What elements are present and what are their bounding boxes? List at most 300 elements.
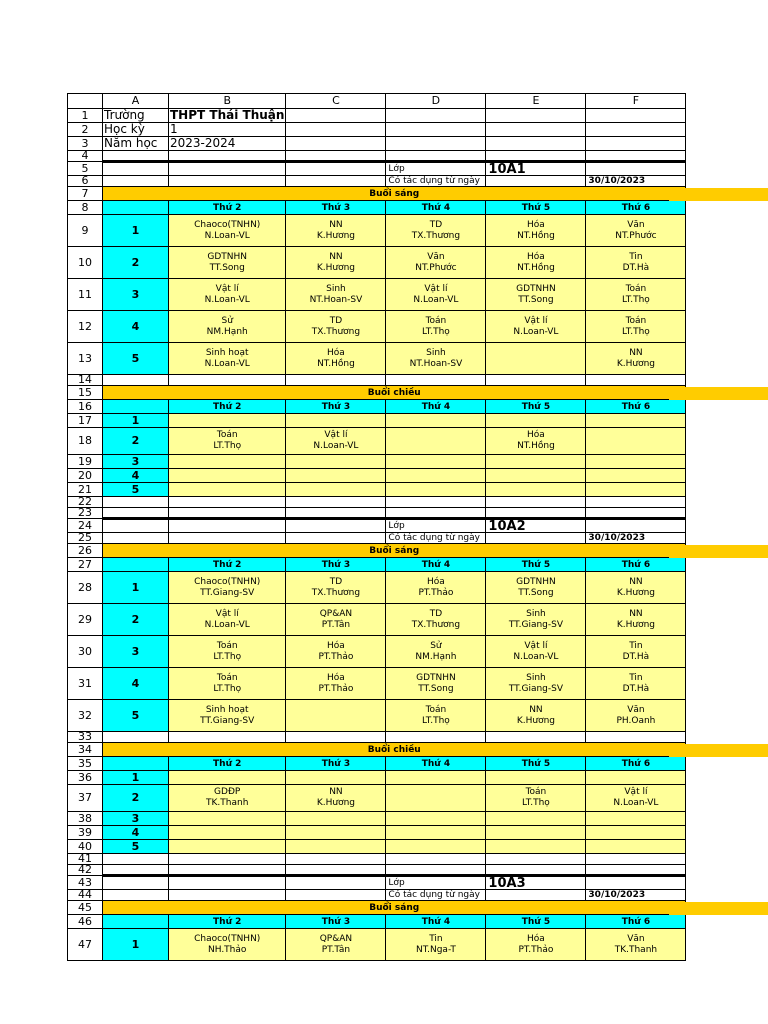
schedule-cell[interactable]	[586, 572, 686, 604]
schedule-cell[interactable]	[169, 929, 286, 961]
row-number[interactable]: 36	[68, 771, 103, 785]
subject: TD	[429, 219, 443, 230]
day-header-blank	[103, 558, 169, 572]
empty-cell[interactable]	[486, 151, 586, 162]
empty-cell[interactable]	[286, 890, 386, 901]
schedule-cell[interactable]	[286, 279, 386, 311]
empty-cell[interactable]	[103, 533, 169, 544]
teacher: PT.Tân	[321, 619, 351, 630]
schedule-cell[interactable]	[586, 343, 686, 375]
period-number: 3	[103, 455, 169, 469]
row-number[interactable]: 23	[68, 508, 103, 519]
schedule-cell[interactable]	[586, 414, 686, 428]
subject: Hóa	[527, 430, 545, 440]
column-header[interactable]: F	[586, 94, 686, 109]
empty-cell[interactable]	[169, 865, 286, 876]
empty-cell[interactable]	[169, 375, 286, 386]
meta-label[interactable]: Trường	[103, 109, 169, 123]
subject: Sinh	[326, 283, 346, 294]
empty-cell[interactable]	[286, 497, 386, 508]
empty-cell[interactable]	[586, 375, 686, 386]
schedule-cell[interactable]	[486, 668, 586, 700]
empty-cell[interactable]	[586, 497, 686, 508]
subject: GDTNHN	[516, 576, 556, 587]
subject: GDTNHN	[416, 672, 456, 683]
row-number[interactable]: 15	[68, 386, 103, 400]
teacher: N.Loan-VL	[204, 619, 250, 630]
row-number[interactable]: 18	[68, 428, 103, 455]
empty-cell[interactable]	[386, 508, 486, 519]
schedule-cell[interactable]	[586, 668, 686, 700]
row-number[interactable]: 24	[68, 519, 103, 533]
schedule-cell[interactable]	[169, 469, 286, 483]
class-name[interactable]: 10A1	[486, 162, 586, 176]
row-number[interactable]: 11	[68, 279, 103, 311]
schedule-cell[interactable]	[486, 826, 586, 840]
day-header: Thứ 5	[486, 757, 586, 771]
row-number[interactable]: 21	[68, 483, 103, 497]
empty-cell[interactable]	[386, 497, 486, 508]
empty-cell[interactable]	[286, 109, 386, 123]
schedule-cell[interactable]	[386, 826, 486, 840]
teacher: K.Hương	[616, 619, 655, 630]
schedule-cell[interactable]	[386, 572, 486, 604]
empty-cell[interactable]	[286, 137, 386, 151]
schedule-cell[interactable]	[286, 428, 386, 455]
row-number[interactable]: 26	[68, 544, 103, 558]
schedule-cell[interactable]	[586, 785, 686, 812]
schedule-cell[interactable]	[386, 343, 486, 375]
schedule-cell[interactable]	[286, 311, 386, 343]
teacher: N.Loan-VL	[204, 294, 250, 305]
schedule-cell[interactable]	[169, 279, 286, 311]
teacher: NT.Hoan-SV	[409, 358, 463, 369]
day-header: Thứ 4	[386, 558, 486, 572]
meta-value[interactable]: THPT Thái Thuận	[170, 108, 285, 122]
subject: Vật lí	[524, 640, 548, 651]
schedule-cell[interactable]	[169, 840, 286, 854]
teacher: PT.Thảo	[318, 651, 354, 662]
meta-value[interactable]: 2023-2024	[169, 137, 286, 151]
empty-cell[interactable]	[103, 854, 169, 865]
empty-cell[interactable]	[103, 162, 169, 176]
schedule-cell[interactable]	[586, 826, 686, 840]
empty-cell[interactable]	[386, 137, 486, 151]
empty-cell[interactable]	[286, 876, 386, 890]
empty-cell[interactable]	[586, 732, 686, 743]
schedule-cell[interactable]	[386, 311, 486, 343]
schedule-cell[interactable]	[586, 929, 686, 961]
teacher: N.Loan-VL	[513, 651, 559, 662]
empty-cell[interactable]	[486, 890, 586, 901]
schedule-cell[interactable]	[586, 428, 686, 455]
schedule-cell[interactable]	[386, 455, 486, 469]
empty-cell[interactable]	[586, 519, 686, 533]
row-number[interactable]: 19	[68, 455, 103, 469]
empty-cell[interactable]	[169, 508, 286, 519]
schedule-cell[interactable]	[169, 215, 286, 247]
teacher: K.Hương	[616, 358, 655, 369]
row-number[interactable]: 46	[68, 915, 103, 929]
row-number[interactable]: 8	[68, 201, 103, 215]
empty-cell[interactable]	[169, 854, 286, 865]
schedule-cell[interactable]	[586, 483, 686, 497]
schedule-cell[interactable]	[386, 428, 486, 455]
row-number[interactable]: 37	[68, 785, 103, 812]
teacher: NT.Hồng	[517, 262, 555, 273]
schedule-cell[interactable]	[586, 455, 686, 469]
schedule-cell[interactable]	[386, 700, 486, 732]
schedule-cell[interactable]	[486, 428, 586, 455]
subject: Tin	[629, 672, 643, 683]
empty-cell[interactable]	[286, 162, 386, 176]
row-number[interactable]: 45	[68, 901, 103, 915]
schedule-cell[interactable]	[486, 785, 586, 812]
schedule-cell[interactable]	[286, 483, 386, 497]
empty-cell[interactable]	[386, 865, 486, 876]
meta-label[interactable]: Năm học	[103, 137, 169, 151]
schedule-cell[interactable]	[486, 771, 586, 785]
empty-cell[interactable]	[103, 876, 169, 890]
row-number[interactable]: 25	[68, 533, 103, 544]
empty-cell[interactable]	[486, 854, 586, 865]
teacher: PT.Thảo	[518, 944, 554, 955]
day-header: Thứ 2	[169, 201, 286, 215]
schedule-cell[interactable]	[586, 840, 686, 854]
schedule-cell[interactable]	[586, 604, 686, 636]
day-header: Thứ 5	[486, 558, 586, 572]
schedule-cell[interactable]	[586, 247, 686, 279]
schedule-cell[interactable]	[486, 604, 586, 636]
schedule-cell[interactable]	[169, 428, 286, 455]
empty-cell[interactable]	[286, 732, 386, 743]
schedule-cell[interactable]	[386, 604, 486, 636]
schedule-cell[interactable]	[586, 700, 686, 732]
day-header: Thứ 6	[586, 201, 686, 215]
row-number[interactable]: 42	[68, 865, 103, 876]
empty-cell[interactable]	[286, 176, 386, 187]
effective-date[interactable]: 30/10/2023	[586, 890, 686, 901]
schedule-cell[interactable]	[286, 929, 386, 961]
schedule-cell[interactable]	[169, 604, 286, 636]
day-header: Thứ 2	[169, 915, 286, 929]
teacher: N.Loan-VL	[513, 326, 559, 337]
schedule-cell[interactable]	[486, 572, 586, 604]
row-number[interactable]: 27	[68, 558, 103, 572]
subject: Vật lí	[324, 430, 348, 440]
subject: Tin	[429, 933, 443, 944]
empty-cell[interactable]	[486, 123, 586, 137]
schedule-cell[interactable]	[486, 414, 586, 428]
schedule-cell[interactable]	[386, 414, 486, 428]
schedule-cell[interactable]	[586, 771, 686, 785]
row-number[interactable]: 28	[68, 572, 103, 604]
row-number[interactable]: 29	[68, 604, 103, 636]
row-number[interactable]: 35	[68, 757, 103, 771]
empty-cell[interactable]	[586, 109, 686, 123]
column-header[interactable]: E	[486, 94, 586, 109]
schedule-cell[interactable]	[286, 700, 386, 732]
empty-cell[interactable]	[286, 533, 386, 544]
schedule-cell[interactable]	[286, 215, 386, 247]
schedule-cell[interactable]	[169, 812, 286, 826]
schedule-cell[interactable]	[169, 343, 286, 375]
schedule-cell[interactable]	[286, 572, 386, 604]
schedule-cell[interactable]	[286, 469, 386, 483]
row-number[interactable]: 32	[68, 700, 103, 732]
schedule-cell[interactable]	[386, 840, 486, 854]
schedule-cell[interactable]	[286, 343, 386, 375]
subject: Toán	[216, 672, 238, 683]
schedule-cell[interactable]	[486, 247, 586, 279]
row-number[interactable]: 43	[68, 876, 103, 890]
schedule-cell[interactable]	[386, 668, 486, 700]
schedule-cell[interactable]	[386, 929, 486, 961]
meta-label[interactable]: Học kỳ	[103, 123, 169, 137]
subject: Văn	[427, 251, 445, 262]
empty-cell[interactable]	[586, 508, 686, 519]
teacher: TT.Song	[418, 683, 454, 694]
schedule-cell[interactable]	[486, 469, 586, 483]
row-number[interactable]: 5	[68, 162, 103, 176]
row-number[interactable]: 20	[68, 469, 103, 483]
row-number[interactable]: 3	[68, 137, 103, 151]
teacher: TT.Giang-SV	[508, 683, 563, 694]
row-number[interactable]: 6	[68, 176, 103, 187]
schedule-cell[interactable]	[286, 840, 386, 854]
empty-cell[interactable]	[169, 497, 286, 508]
empty-cell[interactable]	[286, 123, 386, 137]
schedule-cell[interactable]	[386, 469, 486, 483]
schedule-cell[interactable]	[386, 812, 486, 826]
schedule-cell[interactable]	[486, 455, 586, 469]
session-bar-extension	[669, 902, 768, 915]
schedule-cell[interactable]	[486, 215, 586, 247]
empty-cell[interactable]	[586, 123, 686, 137]
period-number: 1	[103, 572, 169, 604]
schedule-cell[interactable]	[169, 668, 286, 700]
schedule-cell[interactable]	[286, 604, 386, 636]
row-number[interactable]: 22	[68, 497, 103, 508]
empty-cell[interactable]	[586, 162, 686, 176]
empty-cell[interactable]	[586, 137, 686, 151]
empty-cell[interactable]	[169, 876, 286, 890]
corner-cell[interactable]	[68, 94, 103, 109]
empty-cell[interactable]	[486, 375, 586, 386]
schedule-cell[interactable]	[286, 812, 386, 826]
row-number[interactable]: 44	[68, 890, 103, 901]
schedule-cell[interactable]	[286, 455, 386, 469]
schedule-cell[interactable]	[486, 311, 586, 343]
empty-cell[interactable]	[486, 533, 586, 544]
schedule-cell[interactable]	[386, 785, 486, 812]
empty-cell[interactable]	[486, 176, 586, 187]
empty-cell[interactable]	[586, 865, 686, 876]
schedule-cell[interactable]	[486, 279, 586, 311]
empty-cell[interactable]	[103, 508, 169, 519]
empty-cell[interactable]	[103, 176, 169, 187]
row-number[interactable]: 34	[68, 743, 103, 757]
row-number[interactable]: 17	[68, 414, 103, 428]
schedule-cell[interactable]	[486, 700, 586, 732]
day-header: Thứ 5	[486, 400, 586, 414]
day-header: Thứ 3	[286, 201, 386, 215]
empty-cell[interactable]	[486, 137, 586, 151]
empty-cell[interactable]	[386, 109, 486, 123]
schedule-cell[interactable]	[386, 215, 486, 247]
morning-bar: Buổi sáng	[103, 187, 686, 201]
empty-cell[interactable]	[169, 151, 286, 162]
row-number[interactable]: 40	[68, 840, 103, 854]
empty-cell[interactable]	[386, 123, 486, 137]
schedule-cell[interactable]	[169, 455, 286, 469]
schedule-cell[interactable]	[169, 247, 286, 279]
effective-date[interactable]: 30/10/2023	[586, 533, 686, 544]
schedule-cell[interactable]	[169, 414, 286, 428]
subject: Sinh hoạt	[205, 347, 249, 358]
schedule-cell[interactable]	[586, 311, 686, 343]
empty-cell[interactable]	[486, 497, 586, 508]
empty-cell[interactable]	[486, 732, 586, 743]
day-header-blank	[103, 915, 169, 929]
row-number[interactable]: 13	[68, 343, 103, 375]
schedule-cell[interactable]	[486, 812, 586, 826]
column-header[interactable]: B	[169, 94, 286, 109]
schedule-cell[interactable]	[386, 247, 486, 279]
schedule-cell[interactable]	[286, 668, 386, 700]
period-number: 3	[103, 812, 169, 826]
row-number[interactable]: 47	[68, 929, 103, 961]
period-number: 5	[103, 343, 169, 375]
schedule-cell[interactable]	[286, 247, 386, 279]
row-number[interactable]: 16	[68, 400, 103, 414]
row-number[interactable]: 38	[68, 812, 103, 826]
schedule-cell[interactable]	[486, 840, 586, 854]
row-number[interactable]: 12	[68, 311, 103, 343]
empty-cell[interactable]	[103, 497, 169, 508]
schedule-cell[interactable]	[586, 636, 686, 668]
row-number[interactable]: 39	[68, 826, 103, 840]
schedule-cell[interactable]	[486, 636, 586, 668]
teacher: LT.Thọ	[213, 683, 242, 694]
effective-date[interactable]: 30/10/2023	[586, 176, 686, 187]
empty-cell[interactable]	[169, 533, 286, 544]
schedule-cell[interactable]	[169, 572, 286, 604]
empty-cell[interactable]	[103, 732, 169, 743]
empty-cell[interactable]	[486, 865, 586, 876]
schedule-cell[interactable]	[169, 771, 286, 785]
schedule-cell[interactable]	[386, 483, 486, 497]
subject: GDTNHN	[207, 251, 248, 262]
column-header[interactable]: A	[103, 94, 169, 109]
empty-cell[interactable]	[169, 732, 286, 743]
schedule-cell[interactable]	[586, 215, 686, 247]
row-number[interactable]: 30	[68, 636, 103, 668]
class-name[interactable]: 10A2	[486, 519, 586, 533]
row-number[interactable]: 2	[68, 123, 103, 137]
teacher: N.Loan-VL	[204, 230, 250, 241]
day-header: Thứ 2	[169, 558, 286, 572]
empty-cell[interactable]	[386, 151, 486, 162]
schedule-cell[interactable]	[286, 414, 386, 428]
empty-cell[interactable]	[486, 508, 586, 519]
schedule-cell[interactable]	[286, 826, 386, 840]
schedule-cell[interactable]	[486, 929, 586, 961]
teacher: NH.Thảo	[207, 944, 247, 955]
row-number[interactable]: 9	[68, 215, 103, 247]
empty-cell[interactable]	[286, 854, 386, 865]
schedule-cell[interactable]	[386, 279, 486, 311]
row-number[interactable]: 7	[68, 187, 103, 201]
empty-cell[interactable]	[486, 109, 586, 123]
empty-cell[interactable]	[586, 151, 686, 162]
empty-cell[interactable]	[286, 151, 386, 162]
class-name[interactable]: 10A3	[486, 876, 586, 890]
schedule-cell[interactable]	[169, 826, 286, 840]
empty-cell[interactable]	[386, 854, 486, 865]
schedule-cell[interactable]	[286, 785, 386, 812]
schedule-cell[interactable]	[286, 636, 386, 668]
empty-cell[interactable]	[103, 865, 169, 876]
teacher: DT.Hà	[622, 651, 650, 662]
empty-cell[interactable]	[386, 732, 486, 743]
schedule-cell[interactable]	[386, 771, 486, 785]
schedule-cell[interactable]	[586, 469, 686, 483]
empty-cell[interactable]	[286, 375, 386, 386]
schedule-cell[interactable]	[169, 785, 286, 812]
empty-cell[interactable]	[586, 854, 686, 865]
schedule-cell[interactable]	[169, 636, 286, 668]
empty-cell[interactable]	[286, 865, 386, 876]
teacher: N.Loan-VL	[204, 358, 250, 369]
empty-cell[interactable]	[169, 162, 286, 176]
empty-cell[interactable]	[286, 519, 386, 533]
row-number[interactable]: 1	[68, 109, 103, 123]
schedule-cell[interactable]	[386, 636, 486, 668]
row-number[interactable]: 41	[68, 854, 103, 865]
column-header[interactable]: D	[386, 94, 486, 109]
empty-cell[interactable]	[286, 508, 386, 519]
empty-cell[interactable]	[169, 176, 286, 187]
empty-cell[interactable]	[169, 890, 286, 901]
row-number[interactable]: 10	[68, 247, 103, 279]
empty-cell[interactable]	[103, 151, 169, 162]
empty-cell[interactable]	[169, 519, 286, 533]
row-number[interactable]: 33	[68, 732, 103, 743]
column-header[interactable]: C	[286, 94, 386, 109]
schedule-cell[interactable]	[586, 279, 686, 311]
day-header: Thứ 3	[286, 558, 386, 572]
schedule-cell[interactable]	[169, 483, 286, 497]
empty-cell[interactable]	[103, 519, 169, 533]
schedule-cell[interactable]	[486, 343, 586, 375]
schedule-cell[interactable]	[486, 483, 586, 497]
row-number[interactable]: 4	[68, 151, 103, 162]
meta-value[interactable]: 1	[169, 123, 286, 137]
period-number: 2	[103, 428, 169, 455]
row-number[interactable]: 14	[68, 375, 103, 386]
schedule-cell[interactable]	[169, 311, 286, 343]
empty-cell[interactable]	[103, 890, 169, 901]
empty-cell[interactable]	[586, 876, 686, 890]
empty-cell[interactable]	[103, 375, 169, 386]
row-number[interactable]: 31	[68, 668, 103, 700]
empty-cell[interactable]	[386, 375, 486, 386]
schedule-cell[interactable]	[169, 700, 286, 732]
effective-label: Có tác dụng từ ngày	[386, 890, 486, 901]
schedule-cell[interactable]	[586, 812, 686, 826]
schedule-cell[interactable]	[286, 771, 386, 785]
